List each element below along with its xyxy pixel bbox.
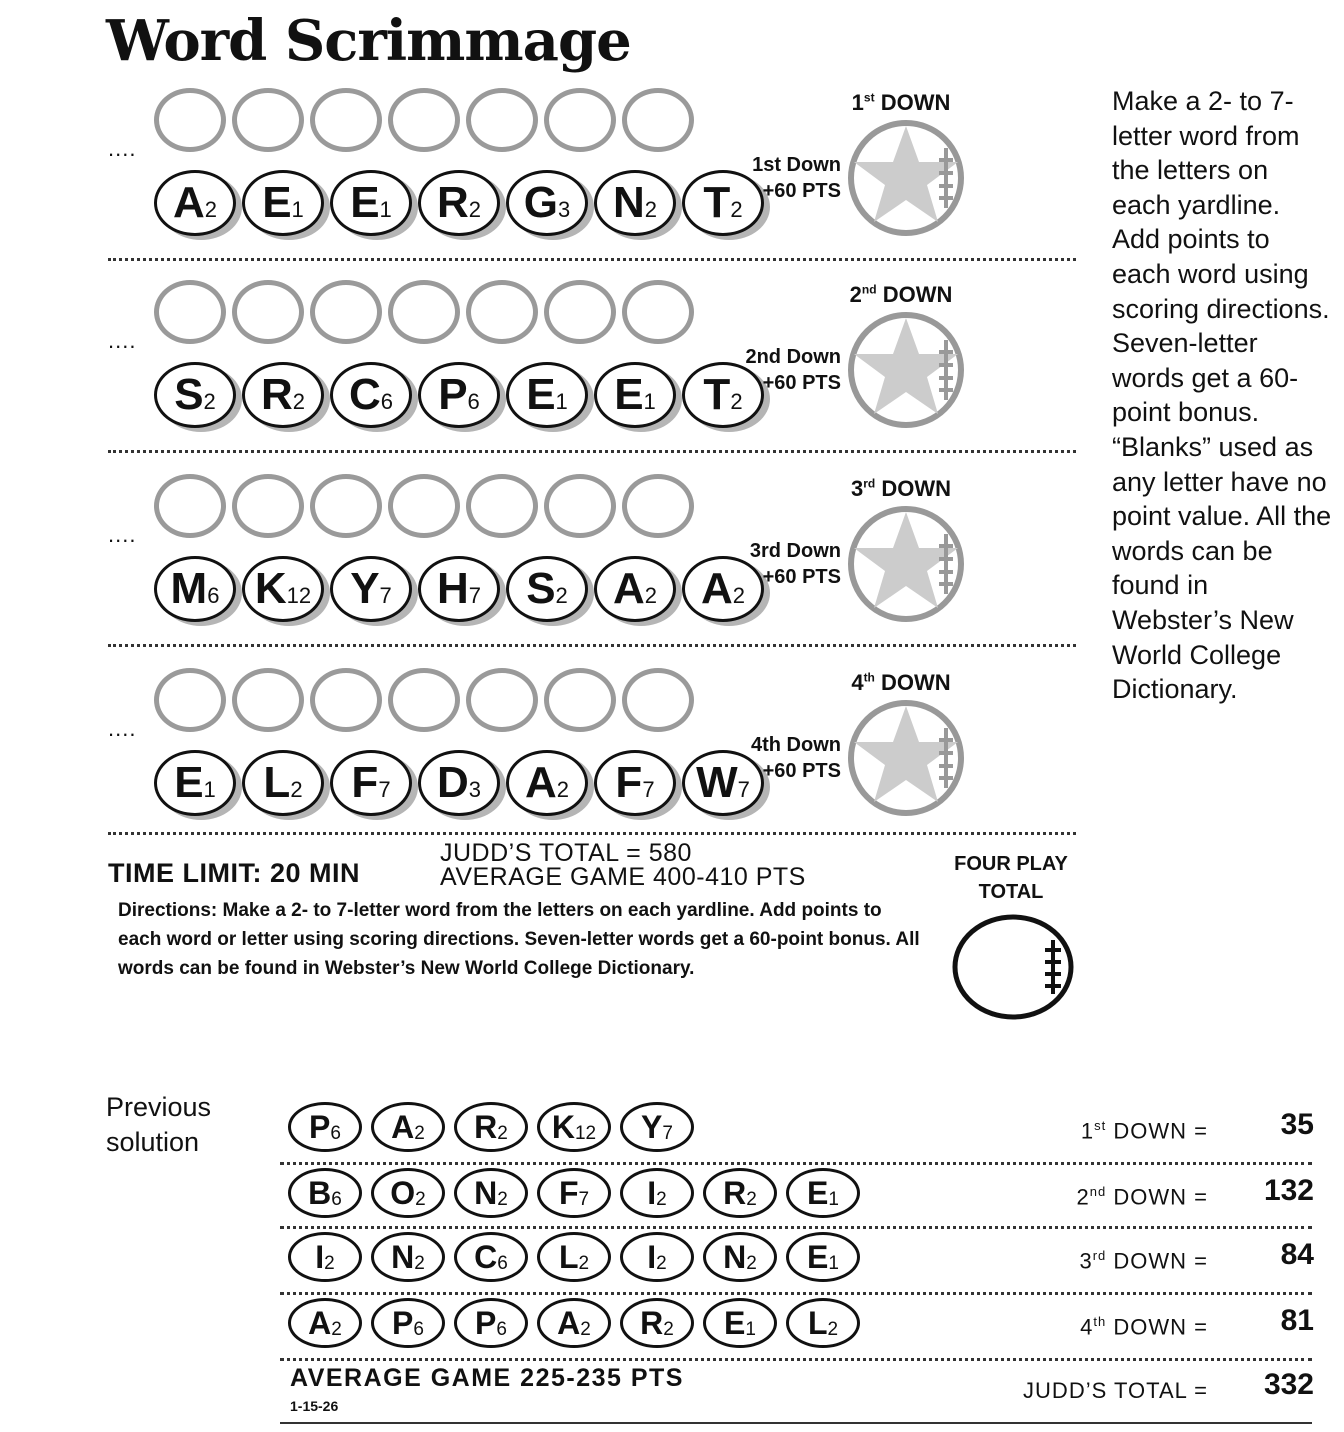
letter-tile[interactable] <box>506 556 588 622</box>
solution-tile <box>786 1232 860 1282</box>
tile-value: 2 <box>663 1319 674 1340</box>
tile-value: 1 <box>555 389 568 414</box>
down-score-field[interactable] <box>846 698 966 818</box>
letter-tile[interactable] <box>154 750 236 816</box>
letter-tile[interactable] <box>594 750 676 816</box>
tile-letter: F <box>558 1174 579 1211</box>
tile-letter: E <box>807 1238 829 1275</box>
tile-letter: M <box>170 564 208 613</box>
tile-letter: L <box>263 758 291 807</box>
tile-value: 2 <box>644 197 658 222</box>
solution-down-label <box>1020 1314 1208 1340</box>
answer-blank-slot[interactable] <box>388 474 460 538</box>
tile-letter: E <box>350 178 380 227</box>
solution-score: 81 <box>1280 1304 1314 1337</box>
tile-value: 1 <box>643 389 656 414</box>
tile-value: 2 <box>290 777 303 802</box>
solution-date: 1-15-26 <box>290 1398 339 1414</box>
down-bonus-label <box>745 538 841 590</box>
tile-value: 2 <box>656 1253 667 1274</box>
tile-letter: A <box>308 1304 332 1341</box>
four-play-total-field[interactable] <box>950 912 1076 1022</box>
letter-tile[interactable] <box>154 362 236 428</box>
down-word: DOWN <box>882 282 953 307</box>
letter-tile[interactable] <box>330 170 412 236</box>
down-word: DOWN = <box>1113 1118 1208 1144</box>
tile-value: 6 <box>331 1189 342 1210</box>
down-word: DOWN <box>881 476 952 501</box>
solution-tile <box>288 1168 362 1218</box>
tile-letter: N <box>723 1238 747 1275</box>
tile-letter: N <box>612 178 645 227</box>
answer-blank-slot[interactable] <box>310 88 382 152</box>
tile-letter: W <box>696 758 738 807</box>
answer-blank-slot[interactable] <box>232 280 304 344</box>
tile-value: 7 <box>737 777 750 802</box>
down-number: 4 <box>1080 1314 1094 1340</box>
answer-blank-slot[interactable] <box>622 474 694 538</box>
tile-value: 6 <box>413 1319 424 1340</box>
four-play-label-line1: FOUR PLAY <box>954 853 1068 875</box>
tile-value: 6 <box>497 1253 508 1274</box>
solution-score: 35 <box>1280 1108 1314 1141</box>
answer-blank-slot[interactable] <box>544 474 616 538</box>
answer-blank-slot[interactable] <box>232 88 304 152</box>
tile-letter: K <box>551 1108 575 1145</box>
letter-tile[interactable] <box>330 750 412 816</box>
tile-letter: I <box>647 1174 657 1211</box>
tile-value: 6 <box>380 389 394 414</box>
tile-value: 2 <box>746 1189 757 1210</box>
tile-letter: F <box>615 758 643 807</box>
letter-tiles <box>154 750 764 816</box>
answer-blank-slot[interactable] <box>232 474 304 538</box>
tile-value: 6 <box>330 1123 341 1144</box>
tile-value: 2 <box>497 1123 508 1144</box>
down-label: 2nd Down <box>745 346 841 368</box>
letter-tile[interactable] <box>594 556 676 622</box>
tile-letter: E <box>174 758 204 807</box>
tile-letter: P <box>438 370 468 419</box>
yardline-divider <box>108 450 1076 453</box>
answer-blank-slot[interactable] <box>388 668 460 732</box>
down-word: DOWN <box>881 670 951 695</box>
down-heading <box>836 282 966 308</box>
answer-blank-slot[interactable] <box>622 280 694 344</box>
tile-letter: A <box>700 564 733 613</box>
tile-letter: E <box>807 1174 829 1211</box>
letter-tile[interactable] <box>242 170 324 236</box>
tile-value: 1 <box>828 1189 839 1210</box>
letter-tiles <box>154 170 764 236</box>
average-game-target: AVERAGE GAME 400-410 PTS <box>440 863 806 891</box>
down-score-field[interactable] <box>846 504 966 624</box>
tile-value: 2 <box>580 1319 591 1340</box>
judds-total-label: JUDD’S TOTAL = <box>1023 1378 1208 1403</box>
down-score-field[interactable] <box>846 310 966 430</box>
solution-tile <box>786 1168 860 1218</box>
letter-tile[interactable] <box>418 362 500 428</box>
answer-blank-slot[interactable] <box>466 668 538 732</box>
tile-value: 3 <box>557 197 571 222</box>
down-number: 2 <box>849 282 862 307</box>
bottom-rule <box>280 1422 1312 1424</box>
tile-letter: E <box>262 178 292 227</box>
letter-tile[interactable] <box>418 170 500 236</box>
letter-tile[interactable] <box>506 362 588 428</box>
tile-value: 2 <box>468 197 482 222</box>
letter-tile[interactable] <box>154 170 236 236</box>
tile-letter: A <box>557 1304 581 1341</box>
tile-letter: P <box>392 1304 414 1341</box>
down-number: 2 <box>1076 1184 1090 1210</box>
answer-blank-slot[interactable] <box>622 88 694 152</box>
answer-blank-slot[interactable] <box>154 88 226 152</box>
letter-tile[interactable] <box>242 750 324 816</box>
tile-value: 7 <box>642 777 655 802</box>
judds-total-value: 332 <box>1263 1368 1314 1401</box>
letter-tile[interactable] <box>242 362 324 428</box>
solution-tile <box>371 1168 445 1218</box>
tile-value: 2 <box>414 1253 425 1274</box>
tile-letter: I <box>315 1238 325 1275</box>
tile-letter: A <box>524 758 557 807</box>
tile-letter: E <box>614 370 644 419</box>
solution-tiles <box>288 1102 694 1152</box>
solution-tile <box>371 1298 445 1348</box>
tile-letter: N <box>474 1174 498 1211</box>
tile-value: 2 <box>331 1319 342 1340</box>
down-score-field[interactable] <box>846 118 966 238</box>
tile-value: 2 <box>656 1189 667 1210</box>
tile-letter: R <box>640 1304 664 1341</box>
tile-value: 2 <box>732 583 746 608</box>
letter-tiles <box>154 362 764 428</box>
answer-blank-slot[interactable] <box>466 474 538 538</box>
down-word: DOWN <box>880 90 951 115</box>
tile-letter: Y <box>350 564 380 613</box>
answer-blank-slot[interactable] <box>544 88 616 152</box>
answer-blank-slot[interactable] <box>388 88 460 152</box>
tile-value: 2 <box>730 197 743 222</box>
tile-letter: I <box>647 1238 657 1275</box>
answer-blank-slot[interactable] <box>466 280 538 344</box>
letter-tile[interactable] <box>594 362 676 428</box>
time-limit: TIME LIMIT: 20 MIN <box>108 858 360 888</box>
solution-tile <box>454 1298 528 1348</box>
yardline-lead-dots: .... <box>108 136 137 161</box>
tile-letter: P <box>309 1108 331 1145</box>
down-bonus-label <box>745 344 841 396</box>
solution-down-label <box>1020 1118 1208 1144</box>
tile-letter: F <box>351 758 379 807</box>
tile-letter: L <box>558 1238 579 1275</box>
solution-down-label <box>1020 1184 1208 1210</box>
solution-tile <box>288 1298 362 1348</box>
tile-value: 2 <box>414 1123 425 1144</box>
tile-letter: E <box>724 1304 746 1341</box>
tile-letter: E <box>526 370 556 419</box>
solution-tile <box>537 1168 611 1218</box>
down-heading <box>836 670 966 696</box>
solution-tile <box>537 1298 611 1348</box>
instructions-sidebar: Make a 2- to 7-letter word from the letters on each yardline. Add points to each word using scoring directions. Seven-letter words get a 60-point bonus. “Blanks” used as any letter have no point value. All the words can be found in Webster’s New World College Dictionary. <box>1112 86 1332 705</box>
answer-blank-slot[interactable] <box>154 280 226 344</box>
down-number: 3 <box>1079 1248 1093 1274</box>
letter-tile[interactable] <box>242 556 324 622</box>
tile-letter: B <box>308 1174 332 1211</box>
down-suffix: th <box>863 670 875 685</box>
yardline-divider <box>108 644 1076 647</box>
tile-value: 7 <box>379 583 392 608</box>
solution-tile <box>454 1168 528 1218</box>
solution-tile <box>620 1168 694 1218</box>
letter-tile[interactable] <box>330 556 412 622</box>
letter-tile[interactable] <box>418 750 500 816</box>
bonus-points: +60 PTS <box>762 566 841 588</box>
yardline-lead-dots: .... <box>108 716 137 741</box>
tile-value: 2 <box>556 777 570 802</box>
answer-blank-slot[interactable] <box>310 474 382 538</box>
answer-blank-slot[interactable] <box>544 280 616 344</box>
solution-tile <box>537 1102 611 1152</box>
down-suffix: st <box>1094 1118 1107 1133</box>
solution-row <box>280 1164 1312 1228</box>
four-play-label-line2: TOTAL <box>978 881 1044 903</box>
solution-tile <box>620 1298 694 1348</box>
solution-tile <box>703 1232 777 1282</box>
letter-tile[interactable] <box>154 556 236 622</box>
tile-value: 12 <box>574 1123 597 1144</box>
tile-letter: H <box>436 564 469 613</box>
tile-value: 1 <box>379 197 392 222</box>
tile-value: 6 <box>496 1319 507 1340</box>
tile-value: 2 <box>497 1189 508 1210</box>
average-game-previous: AVERAGE GAME 225-235 PTS <box>290 1364 684 1392</box>
down-suffix: nd <box>1089 1184 1107 1199</box>
answer-blank-slot[interactable] <box>154 474 226 538</box>
tile-letter: N <box>391 1238 415 1275</box>
solution-tile <box>371 1232 445 1282</box>
tile-letter: T <box>703 178 731 227</box>
tile-value: 7 <box>468 583 482 608</box>
letter-tile[interactable] <box>330 362 412 428</box>
yardline-lead-dots: .... <box>108 328 137 353</box>
answer-blanks <box>154 474 694 538</box>
solution-row <box>280 1228 1312 1292</box>
bonus-points: +60 PTS <box>762 180 841 202</box>
tile-value: 7 <box>378 777 391 802</box>
answer-blank-slot[interactable] <box>622 668 694 732</box>
solution-tile <box>371 1102 445 1152</box>
tile-value: 2 <box>746 1253 757 1274</box>
tile-letter: Y <box>641 1108 663 1145</box>
solution-tile <box>537 1232 611 1282</box>
yardline-lead-dots: .... <box>108 522 137 547</box>
letter-tile[interactable] <box>418 556 500 622</box>
solution-score: 132 <box>1263 1174 1314 1207</box>
answer-blank-slot[interactable] <box>544 668 616 732</box>
tile-letter: A <box>172 178 205 227</box>
tile-value: 2 <box>324 1253 335 1274</box>
letter-tile[interactable] <box>594 170 676 236</box>
bonus-points: +60 PTS <box>762 760 841 782</box>
puzzle-title: Word Scrimmage <box>106 8 631 74</box>
down-suffix: th <box>1093 1314 1107 1329</box>
tile-value: 2 <box>203 389 216 414</box>
solution-tile <box>454 1102 528 1152</box>
letter-tiles <box>154 556 764 622</box>
four-play-total-label <box>946 850 1076 906</box>
answer-blank-slot[interactable] <box>466 88 538 152</box>
tile-letter: S <box>174 370 204 419</box>
answer-blank-slot[interactable] <box>310 668 382 732</box>
previous-solution-label: Previous solution <box>106 1092 212 1157</box>
down-suffix: rd <box>1092 1248 1107 1263</box>
solution-tiles <box>288 1232 860 1282</box>
tile-value: 1 <box>291 197 304 222</box>
solution-tile <box>786 1298 860 1348</box>
solution-down-label <box>1020 1248 1208 1274</box>
down-suffix: st <box>863 90 875 105</box>
tile-letter: C <box>474 1238 498 1275</box>
answer-blank-slot[interactable] <box>310 280 382 344</box>
bonus-points: +60 PTS <box>762 372 841 394</box>
tile-letter: R <box>436 178 469 227</box>
solution-divider <box>280 1358 1312 1361</box>
solution-tile <box>288 1232 362 1282</box>
tile-value: 7 <box>662 1123 673 1144</box>
down-number: 3 <box>850 476 864 501</box>
tile-letter: R <box>260 370 293 419</box>
tile-value: 1 <box>828 1253 839 1274</box>
tile-value: 2 <box>204 197 218 222</box>
tile-letter: L <box>807 1304 828 1341</box>
answer-blank-slot[interactable] <box>154 668 226 732</box>
down-label: 4th Down <box>751 734 841 756</box>
solution-row <box>280 1294 1312 1358</box>
solution-tile <box>288 1102 362 1152</box>
down-word: DOWN = <box>1113 1184 1208 1210</box>
tile-value: 7 <box>578 1189 590 1210</box>
tile-value: 6 <box>467 389 480 414</box>
tile-letter: S <box>526 564 556 613</box>
down-number: 4 <box>851 670 864 695</box>
solution-score: 84 <box>1280 1238 1314 1271</box>
down-bonus-label <box>745 732 841 784</box>
letter-tile[interactable] <box>506 170 588 236</box>
tile-value: 2 <box>827 1319 839 1340</box>
solution-tile <box>620 1232 694 1282</box>
down-heading <box>836 476 966 502</box>
down-suffix: nd <box>861 282 877 297</box>
yardline-divider <box>108 832 1076 835</box>
tile-value: 2 <box>555 583 568 608</box>
judds-total-target: JUDD’S TOTAL = 580 <box>440 839 692 867</box>
tile-letter: R <box>723 1174 747 1211</box>
answer-blank-slot[interactable] <box>232 668 304 732</box>
down-label: 3rd Down <box>749 540 841 562</box>
tile-letter: A <box>612 564 645 613</box>
solution-tile <box>454 1232 528 1282</box>
down-number: 1 <box>851 90 864 115</box>
tile-letter: K <box>254 564 287 613</box>
tile-value: 6 <box>207 583 220 608</box>
yardline-divider <box>108 258 1076 261</box>
tile-letter: G <box>523 178 558 227</box>
down-suffix: rd <box>863 476 876 491</box>
tile-letter: O <box>390 1174 416 1211</box>
solution-tile <box>620 1102 694 1152</box>
answer-blanks <box>154 668 694 732</box>
tile-letter: R <box>474 1108 498 1145</box>
tile-value: 1 <box>745 1319 756 1340</box>
solution-row <box>280 1098 1312 1162</box>
tile-letter: D <box>436 758 469 807</box>
down-heading <box>836 90 966 116</box>
solution-tile <box>703 1168 777 1218</box>
tile-letter: C <box>348 370 381 419</box>
directions-text: Directions: Make a 2- to 7-letter word from the letters on each yardline. Add points to each word or letter using scoring directions. Seven-letter words get a 60-point bonus. All words can be found in Webster’s New World College Dictionary. <box>118 900 920 979</box>
down-word: DOWN = <box>1113 1248 1208 1274</box>
tile-letter: T <box>703 370 731 419</box>
down-label: 1st Down <box>752 154 841 176</box>
tile-value: 1 <box>203 777 216 802</box>
tile-value: 2 <box>644 583 658 608</box>
tile-letter: A <box>391 1108 415 1145</box>
down-word: DOWN = <box>1113 1314 1208 1340</box>
tile-value: 2 <box>730 389 743 414</box>
tile-value: 2 <box>578 1253 590 1274</box>
down-bonus-label <box>745 152 841 204</box>
down-number: 1 <box>1080 1118 1095 1144</box>
answer-blanks <box>154 280 694 344</box>
answer-blanks <box>154 88 694 152</box>
tile-letter: P <box>475 1304 497 1341</box>
tile-value: 2 <box>415 1189 426 1210</box>
solution-tiles <box>288 1168 860 1218</box>
solution-tiles <box>288 1298 860 1348</box>
tile-value: 12 <box>286 583 312 608</box>
tile-value: 3 <box>468 777 482 802</box>
letter-tile[interactable] <box>506 750 588 816</box>
answer-blank-slot[interactable] <box>388 280 460 344</box>
tile-value: 2 <box>292 389 306 414</box>
solution-tile <box>703 1298 777 1348</box>
